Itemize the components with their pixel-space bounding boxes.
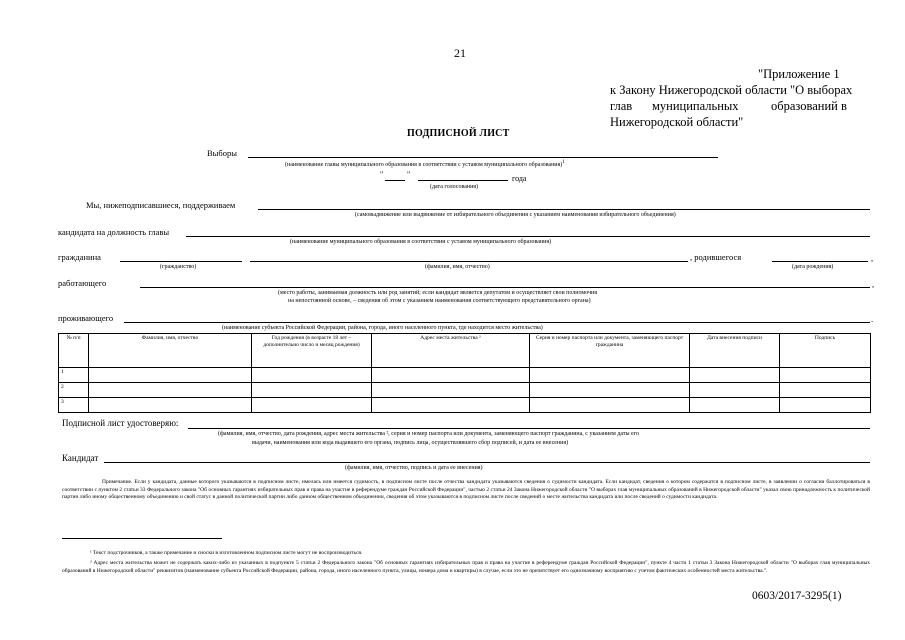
certify-label: Подписной лист удостоверяю: bbox=[62, 418, 179, 428]
certify-caption-2: выдачи, наименования или кода выдавшего его органа, подпись лица, осуществлявшего сбор подписей, и дата ее внесения) bbox=[252, 440, 569, 446]
residence-dot: . bbox=[871, 314, 874, 324]
cell-sign-date[interactable] bbox=[690, 383, 780, 398]
cell-signature[interactable] bbox=[780, 383, 871, 398]
certify-field[interactable] bbox=[188, 428, 870, 429]
page-number: 21 bbox=[454, 46, 466, 60]
citizen-name-caption: (фамилия, имя, отчество) bbox=[425, 264, 490, 270]
cell-signature[interactable] bbox=[780, 368, 871, 383]
appendix-line-1: "Приложение 1 bbox=[758, 67, 840, 81]
cell-name[interactable] bbox=[89, 383, 252, 398]
elections-label: Выборы bbox=[207, 148, 237, 158]
support-caption: (самовыдвижение или выдвижение от избирательного объединения с указанием наименования избирательного объединения) bbox=[355, 212, 676, 218]
cell-address[interactable] bbox=[372, 398, 530, 413]
birth-date-caption: (дата рождения) bbox=[792, 264, 834, 270]
signatures-table bbox=[58, 333, 871, 413]
citizen-comma: , bbox=[871, 253, 874, 263]
citizenship-field[interactable] bbox=[120, 261, 242, 262]
form-title: ПОДПИСНОЙ ЛИСТ bbox=[407, 128, 510, 139]
cell-name[interactable] bbox=[89, 398, 252, 413]
date-year-word: года bbox=[512, 174, 527, 183]
cell-birth-year[interactable] bbox=[252, 398, 372, 413]
citizenship-caption: (гражданство) bbox=[160, 264, 197, 270]
candidate-post-caption: (наименование муниципального образования в соответствии с уставом муниципального образования) bbox=[290, 239, 552, 245]
support-field[interactable] bbox=[258, 209, 870, 210]
appendix-line-2: к Закону Нижегородской области "О выборах bbox=[610, 83, 853, 97]
appendix-line-4: Нижегородской области" bbox=[610, 115, 744, 129]
col-header-passport: Серия и номер паспорта или документа, заменяющего паспорт гражданина bbox=[530, 334, 690, 368]
candidate-caption: (фамилия, имя, отчество, подпись и дата ее внесения) bbox=[345, 465, 483, 471]
table-row bbox=[59, 383, 871, 398]
candidate-label: Кандидат bbox=[62, 453, 99, 463]
cell-birth-year[interactable] bbox=[252, 383, 372, 398]
born-label: , родившегося bbox=[690, 252, 742, 262]
cell-sign-date[interactable] bbox=[690, 398, 780, 413]
appendix-line-3a: глав bbox=[610, 99, 633, 113]
citizen-label: гражданина bbox=[58, 252, 101, 262]
note-text: Примечание. Если у кандидата, данные которого указываются в подписном листе, имелась или имеется судимость, в подписном листе после отчества кандидата указываются сведения о судимости кандидата. Если кандидат, сведения о котором содержатся в подписном листе, в заявлении о согласии баллотироваться в соответствии с пунктом 2 статьи 33 Федерального закона "Об основных гарантиях избирательных прав и права на участие в референдуме граждан Российской Федерации", частью 2 статьи 24 Закона Нижегородской области "О выборах глав муниципальных образований в Нижегородской области" указал свою принадлежность к политической партии либо иному общественному объединению и свой статус в данной политической партии либо данном общественном объединении, сведения об этом указываются в подписном листе после сведений о месте жительства кандидата или после сведений о судимости кандидата. bbox=[62, 479, 870, 500]
work-comma: , bbox=[872, 279, 875, 289]
footnote-1: ¹ Текст подстрочников, а также примечание и сноски в изготовленном подписном листе могут не воспроизводиться. bbox=[90, 550, 363, 556]
date-quote-open: " bbox=[380, 170, 384, 179]
elections-field[interactable] bbox=[248, 157, 718, 158]
date-day-field[interactable] bbox=[385, 180, 405, 181]
residence-caption: (наименование субъекта Российской Федерации, района, города, иного населенного пункта, где находится место жительства) bbox=[222, 325, 543, 331]
table-header-row bbox=[59, 334, 871, 368]
appendix-line-3c: образований в bbox=[771, 99, 847, 113]
table-row bbox=[59, 368, 871, 383]
elections-caption: (наименование главы муниципального образования в соответствии с уставом муниципального образования)$^1$ bbox=[285, 160, 565, 168]
col-header-address: Адрес места жительства ² bbox=[372, 334, 530, 368]
table-row bbox=[59, 398, 871, 413]
date-caption: (дата голосования) bbox=[430, 184, 479, 190]
work-caption-1: (место работы, занимаемая должность или род занятий; если кандидат является депутатом и осуществляет свои полномочия bbox=[278, 290, 598, 296]
candidate-post-label: кандидата на должность главы bbox=[58, 227, 170, 237]
residence-field[interactable] bbox=[124, 322, 870, 323]
col-header-signature: Подпись bbox=[780, 334, 871, 368]
citizen-name-field[interactable] bbox=[250, 261, 688, 262]
cell-address[interactable] bbox=[372, 383, 530, 398]
candidate-field[interactable] bbox=[104, 462, 870, 463]
certify-caption-1: (фамилия, имя, отчество, дата рождения, адрес места жительства ², серия и номер паспорта или документа, заменяющего паспорт гражданина, с указанием даты его bbox=[218, 431, 640, 437]
cell-name[interactable] bbox=[89, 368, 252, 383]
cell-signature[interactable] bbox=[780, 398, 871, 413]
document-code: 0603/2017-3295(1) bbox=[752, 590, 842, 602]
cell-passport[interactable] bbox=[530, 398, 690, 413]
col-header-birth-year: Год рождения (в возрасте 18 лет – дополнительно число и месяц рождения) bbox=[252, 334, 372, 368]
col-header-name: Фамилия, имя, отчество bbox=[89, 334, 252, 368]
row-number: 3 bbox=[59, 398, 89, 413]
appendix-line-3b: муниципальных bbox=[652, 99, 739, 113]
footnote-separator bbox=[62, 538, 222, 539]
col-header-sign-date: Дата внесения подписи bbox=[690, 334, 780, 368]
residence-label: проживающего bbox=[58, 313, 114, 323]
col-header-number: № п/п bbox=[59, 334, 89, 368]
support-label: Мы, нижеподписавшиеся, поддерживаем bbox=[86, 200, 236, 210]
row-number: 1 bbox=[59, 368, 89, 383]
cell-passport[interactable] bbox=[530, 368, 690, 383]
birth-date-field[interactable] bbox=[772, 261, 868, 262]
cell-birth-year[interactable] bbox=[252, 368, 372, 383]
footnote-2: ² Адрес места жительства может не содержать каких-либо из указанных в подпункте 5 статьи 2 Федерального закона "Об основных гарантиях избирательных прав и права на участие в референдуме граждан Российской Федерации", пункте 4 части 1 статьи 3 Закона Нижегородской области "О выборах глав муниципальных образований в Нижегородской области" реквизитов (наименование субъекта Российской Федерации, района, города, иного населенного пункта, улицы, номера дома и квартиры) в случае, если это не препятствует его однозначному восприятию с учетом фактических особенностей места жительства.". bbox=[62, 560, 870, 574]
cell-sign-date[interactable] bbox=[690, 368, 780, 383]
work-caption-2: на непостоянной основе, – сведения об этом с указанием наименования соответствующего представительного органа) bbox=[288, 298, 591, 304]
work-label: работающего bbox=[58, 278, 107, 288]
date-quote-close: " bbox=[407, 170, 411, 179]
date-month-field[interactable] bbox=[418, 180, 508, 181]
row-number: 2 bbox=[59, 383, 89, 398]
candidate-post-field[interactable] bbox=[186, 236, 870, 237]
work-field[interactable] bbox=[140, 287, 870, 288]
cell-passport[interactable] bbox=[530, 383, 690, 398]
cell-address[interactable] bbox=[372, 368, 530, 383]
